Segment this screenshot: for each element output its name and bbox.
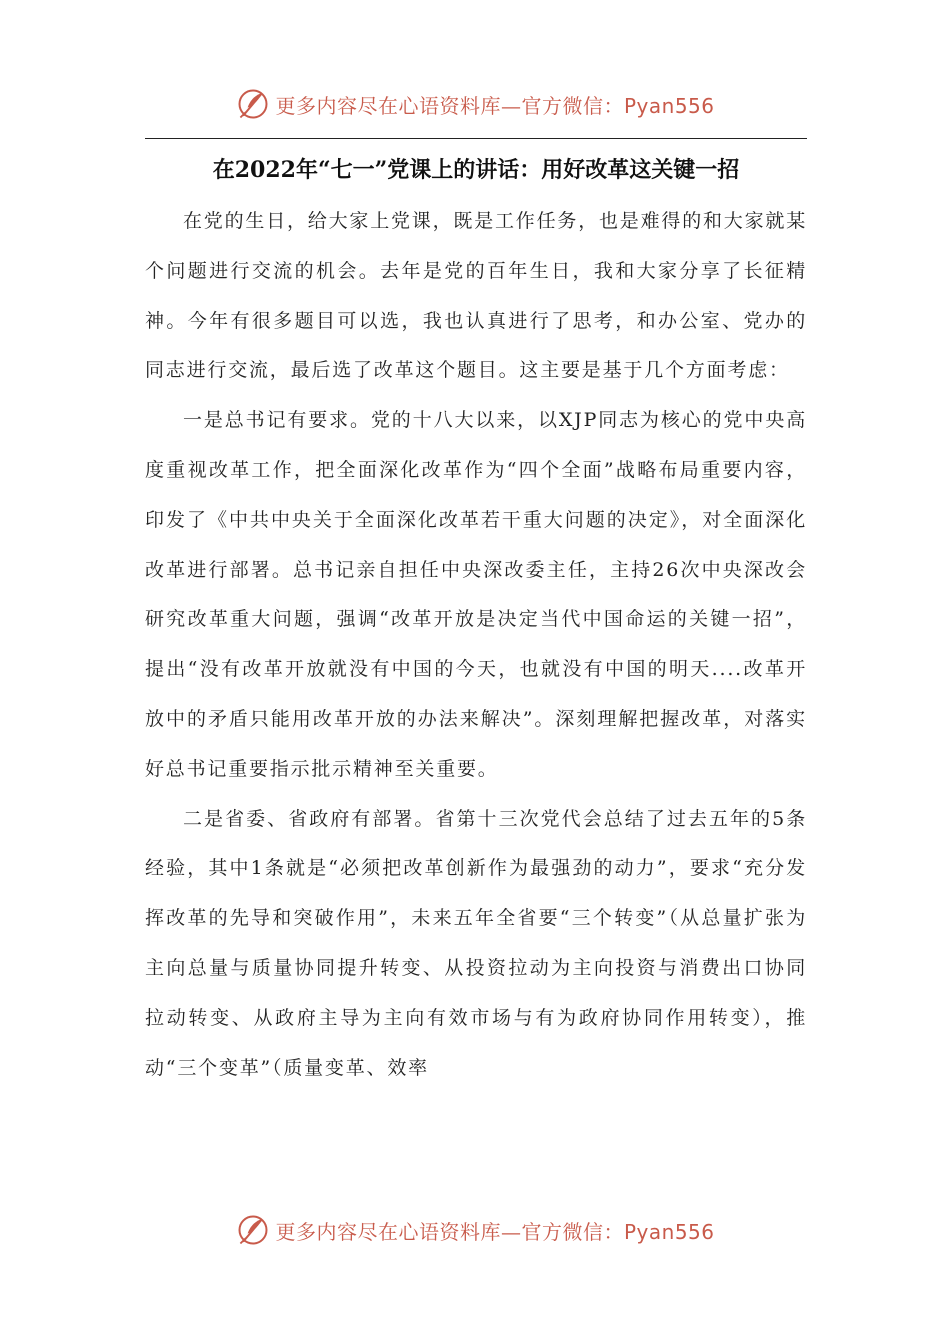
document-title: 在2022年“七一”党课上的讲话：用好改革这关键一招 [212,157,740,183]
quill-logo-icon [235,86,271,122]
document-body [145,197,807,1093]
header-watermark-banner [0,84,950,124]
footer-watermark-banner [0,1210,950,1250]
banner-text [275,90,714,119]
banner-text [275,1216,714,1245]
paragraph-1: 在党的生日，给大家上党课，既是工作任务，也是难得的和大家就某个问题进行交流的机会。去年是党的百年生日，我和大家分享了长征精神。今年有很多题目可以选，我也认真进行了思考，和办公室、党办的同志进行交流，最后选了改革这个题目。这主要是基于几个方面考虑： [145,210,808,382]
banner-wechat-id: Pyan556 [623,1219,715,1244]
banner-label: 更多内容尽在心语资料库—官方微信： [275,93,624,118]
banner-wechat-id: Pyan556 [623,93,715,118]
paragraph-2: 一是总书记有要求。党的十八大以来，以XJP同志为核心的党中央高度重视改革工作，把全面深化改革作为“四个全面”战略布局重要内容，印发了《中共中央关于全面深化改革若干重大问题的决定》，对全面深化改革进行部署。总书记亲自担任中央深改委主任，主持26次中央深改会研究改革重大问题，强调“改革开放是决定当代中国命运的关键一招”，提出“没有改革开放就没有中国的今天，也就没有中国的明天....改革开放中的矛盾只能用改革开放的办法来解决”。深刻理解把握改革，对落实好总书记重要指示批示精神至关重要。 [145,409,807,780]
banner-label: 更多内容尽在心语资料库—官方微信： [275,1219,624,1244]
paragraph-3: 二是省委、省政府有部署。省第十三次党代会总结了过去五年的5条经验，其中1条就是“必须把改革创新作为最强劲的动力”，要求“充分发挥改革的先导和突破作用”，未来五年全省要“三个转变”（从总量扩张为主向总量与质量协同提升转变、从投资拉动为主向投资与消费出口协同拉动转变、从政府主导为主向有效市场与有为政府协同作用转变），推动“三个变革”（质量变革、效率 [145,807,807,1079]
quill-logo-icon [235,1212,271,1248]
header-divider [145,138,807,139]
